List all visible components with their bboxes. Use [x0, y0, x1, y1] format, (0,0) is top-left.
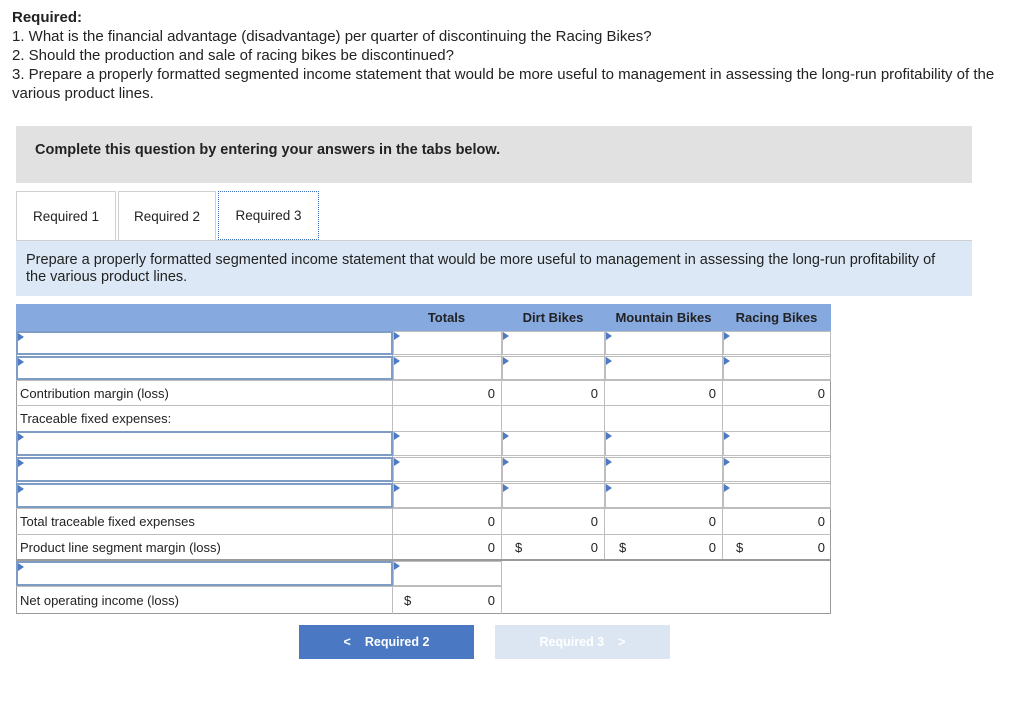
totals-input[interactable]	[393, 561, 502, 586]
totals-input[interactable]	[393, 431, 502, 456]
plsm-dirt: 0	[590, 540, 598, 555]
header-racing-bikes: Racing Bikes	[735, 310, 818, 325]
tab-required-3[interactable]: Required 3	[218, 191, 319, 240]
dirt-bikes-input[interactable]	[502, 356, 605, 380]
instructions-banner	[16, 126, 972, 183]
plsm-totals: 0	[487, 540, 495, 555]
next-required-3-button[interactable]	[495, 625, 670, 659]
instruction-panel	[16, 241, 972, 296]
totals-input[interactable]	[393, 331, 502, 355]
instruction-text: Prepare a properly formatted segmented income statement that would be more useful to management in assessing the long-run profitability of the various product lines.	[26, 252, 936, 285]
dirt-bikes-input[interactable]	[502, 483, 605, 508]
product-line-segment-margin-label: Product line segment margin (loss)	[20, 540, 221, 555]
header-mountain-bikes: Mountain Bikes	[615, 310, 712, 325]
required-item-3: 3. Prepare a properly formatted segmented income statement that would be more useful to management in assessing the long-run profitability of the various product lines.	[12, 66, 995, 102]
plsm-mountain-dollar: $	[619, 540, 627, 555]
dirt-bikes-input[interactable]	[502, 457, 605, 482]
ttfe-racing: 0	[817, 514, 825, 529]
ttfe-totals: 0	[487, 514, 495, 529]
required-item-2: 2. Should the production and sale of racing bikes be discontinued?	[12, 47, 454, 64]
tab-required-1[interactable]: Required 1	[16, 191, 116, 240]
total-traceable-fixed-expenses-label: Total traceable fixed expenses	[20, 514, 195, 529]
row-label-input[interactable]	[16, 431, 393, 456]
row-label-input[interactable]	[16, 331, 393, 355]
plsm-racing-dollar: $	[736, 540, 744, 555]
header-dirt-bikes: Dirt Bikes	[522, 310, 584, 325]
cm-mountain: 0	[708, 386, 716, 401]
net-operating-income-label: Net operating income (loss)	[20, 593, 179, 608]
noi-dollar: $	[404, 593, 412, 608]
row-label-input[interactable]	[16, 457, 393, 482]
totals-input[interactable]	[393, 483, 502, 508]
header-totals: Totals	[427, 310, 466, 325]
col-sep	[501, 586, 502, 614]
mountain-bikes-input[interactable]	[605, 331, 723, 355]
racing-bikes-input[interactable]	[723, 356, 831, 380]
required-heading: Required:	[12, 9, 83, 26]
noi-totals: 0	[487, 593, 495, 608]
segmented-income-statement	[16, 304, 831, 614]
mountain-bikes-input[interactable]	[605, 483, 723, 508]
row-label-input[interactable]	[16, 561, 393, 586]
totals-input[interactable]	[393, 457, 502, 482]
racing-bikes-input[interactable]	[723, 457, 831, 482]
chevron-left-icon: <	[343, 635, 351, 649]
totals-input[interactable]	[393, 356, 502, 380]
plsm-racing: 0	[817, 540, 825, 555]
racing-bikes-input[interactable]	[723, 331, 831, 355]
traceable-fixed-expenses-label: Traceable fixed expenses:	[20, 411, 172, 426]
prev-button-label: Required 2	[364, 635, 430, 649]
banner-text: Complete this question by entering your answers in the tabs below.	[35, 142, 501, 158]
next-button-label: Required 3	[539, 635, 605, 649]
plsm-mountain: 0	[708, 540, 716, 555]
tab-required-2[interactable]: Required 2	[118, 191, 216, 240]
mountain-bikes-input[interactable]	[605, 356, 723, 380]
cm-racing: 0	[817, 386, 825, 401]
plsm-dirt-dollar: $	[515, 540, 523, 555]
contribution-margin-label: Contribution margin (loss)	[20, 386, 169, 401]
racing-bikes-input[interactable]	[723, 431, 831, 456]
row-label-input[interactable]	[16, 356, 393, 380]
mountain-bikes-input[interactable]	[605, 457, 723, 482]
row-label-input[interactable]	[16, 483, 393, 508]
required-item-1: 1. What is the financial advantage (disadvantage) per quarter of discontinuing the Racing Bikes?	[12, 28, 652, 45]
mountain-bikes-input[interactable]	[605, 431, 723, 456]
dirt-bikes-input[interactable]	[502, 331, 605, 355]
chevron-right-icon: >	[618, 635, 626, 649]
cm-totals: 0	[487, 386, 495, 401]
ttfe-dirt: 0	[590, 514, 598, 529]
racing-bikes-input[interactable]	[723, 483, 831, 508]
cm-dirt: 0	[590, 386, 598, 401]
prev-required-2-button[interactable]	[299, 625, 474, 659]
dirt-bikes-input[interactable]	[502, 431, 605, 456]
ttfe-mountain: 0	[708, 514, 716, 529]
required-section	[12, 8, 1012, 103]
